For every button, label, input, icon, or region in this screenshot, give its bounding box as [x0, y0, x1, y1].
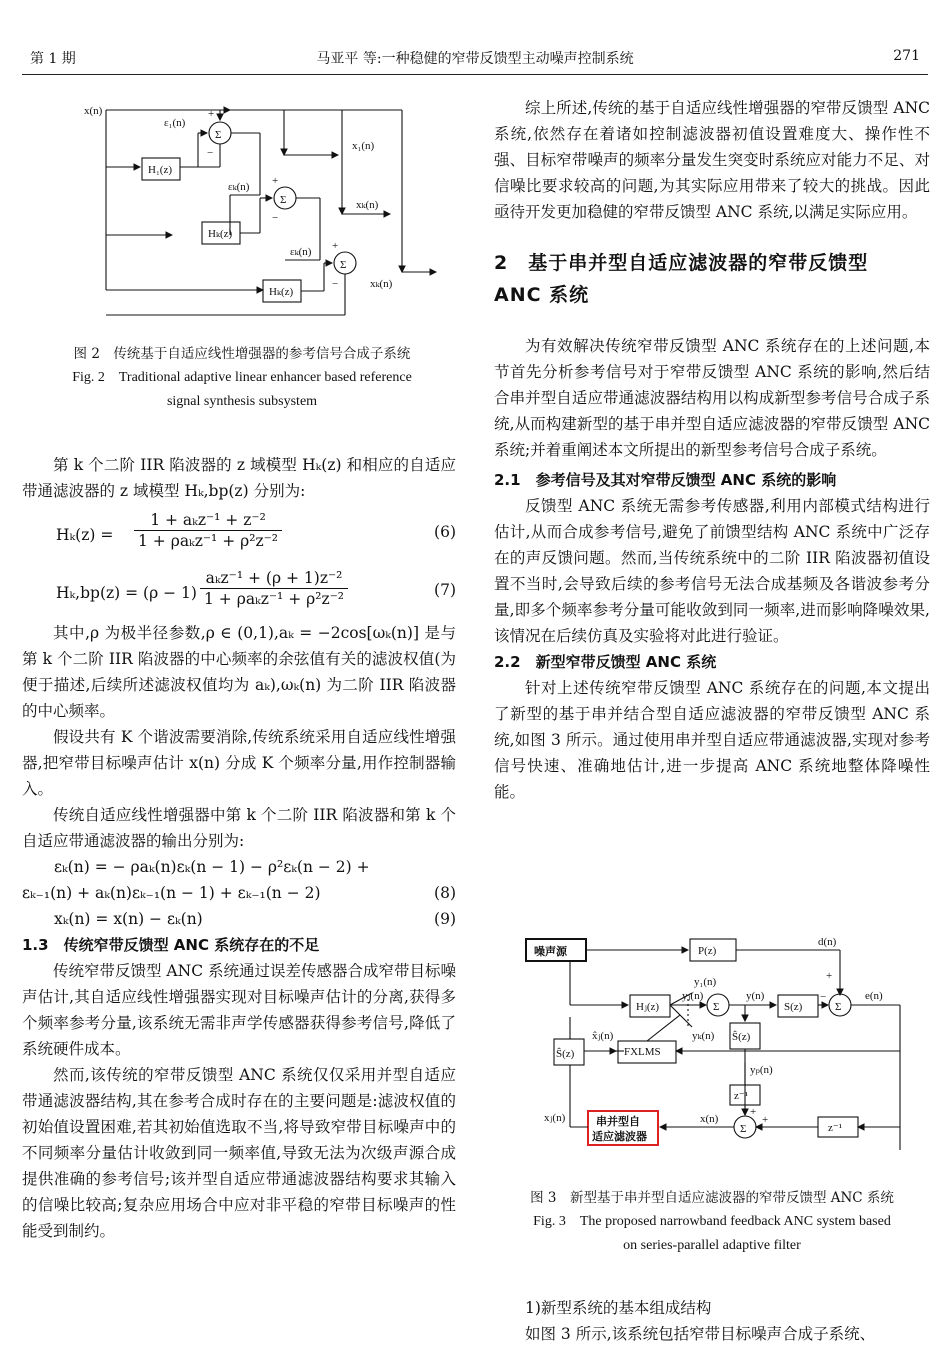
fig3-label-yk: yₖ(n): [692, 1030, 715, 1042]
fig3-sum1: Σ: [713, 1001, 720, 1013]
eq8-line1: εₖ(n) = − ρaₖ(n)εₖ(n − 1) − ρ²εₖ(n − 2) +: [54, 858, 370, 876]
equation-6: [22, 510, 456, 554]
fig3-label-xhat: x̂ⱼ(n): [592, 1030, 614, 1042]
left-para-1: 第 k 个二阶 IIR 陷波器的 z 域模型 Hₖ(z) 和相应的自适应带通滤波器的 z 域模型 Hₖ,bp(z) 分别为:: [22, 456, 456, 500]
fig3-label-yp: yₚ(n): [750, 1064, 773, 1076]
right-para-2: 为有效解决传统窄带反馈型 ANC 系统存在的上述问题,本节首先分析参考信号对于窄带反馈型 ANC 系统的影响,然后结合串并型自适应带通滤波器结构用以构成新型参考信号合成子系统,从而构建新型的基于串并型自适应滤波器的窄带反馈型 ANC 系统;并着重阐述本文所提出的新型参考信号合成子系统。: [494, 337, 930, 459]
right-column-bottom: [494, 1295, 930, 1347]
fig3-block-P: P(z): [698, 945, 717, 957]
fig3-sum3: Σ: [740, 1123, 747, 1135]
fig3-caption: [494, 1186, 930, 1258]
fig3-label-x: x(n): [700, 1113, 719, 1125]
right-para-6: 如图 3 所示,该系统包括窄带目标噪声合成子系统、: [525, 1325, 876, 1343]
left-column: [22, 452, 456, 1244]
fig3-label-e: e(n): [865, 990, 883, 1002]
left-para-5: 传统窄带反馈型 ANC 系统通过误差传感器合成窄带目标噪声估计,其自适应线性增强器实现对目标噪声估计的分离,获得多个频率参考分量,该系统无需非声学传感器获得参考信号,降低了系统硬件成本。: [22, 962, 456, 1058]
fig3-block-Shat1: Ŝ(z): [732, 1031, 751, 1043]
fig2-diagram: [80, 100, 440, 340]
fig3-minus-y: −: [820, 991, 827, 1003]
section-2-heading-line1: 2 基于串并型自适应滤波器的窄带反馈型: [494, 252, 869, 274]
fig2-plus1: +: [208, 108, 215, 120]
left-para-3: 假设共有 K 个谐波需要消除,传统系统采用自适应线性增强器,把窄带目标噪声估计 x(n) 分成 K 个频率分量,用作控制器输入。: [22, 728, 456, 798]
right-para-5: 1)新型系统的基本组成结构: [525, 1299, 712, 1317]
fig3-plus-yp: +: [750, 1106, 757, 1118]
fig3-sp-filter-line2: 适应滤波器: [592, 1131, 647, 1143]
fig3-sp-filter-line1: 串并型自: [596, 1116, 640, 1128]
right-para-4: 针对上述传统窄带反馈型 ANC 系统存在的问题,本文提出了新型的基于串并结合型自适应滤波器的窄带反馈型 ANC 系统,如图 3 所示。通过使用串并型自适应带通滤波器,实现对参考信号快速、准确地估计,进一步提高 ANC 系统地整体降噪性能。: [494, 679, 930, 801]
right-para-3: 反馈型 ANC 系统无需参考传感器,利用内部模式结构进行估计,从而合成参考信号,避免了前馈型结构 ANC 系统中广泛存在的声反馈问题。然而,当传统系统中的二阶 IIR 陷波器初值设置不当时,会导致后续的参考信号无法合成基频及各谐波参考分量,即多个频率参考分量可能收敛到同一频率,进而影响降噪效果,该情况在后续仿真及实验将对此进行验证。: [494, 497, 930, 645]
header-issue: 第 1 期: [30, 51, 76, 67]
fig2-caption-en1: Fig. 2 Traditional adaptive linear enhancer based reference: [72, 370, 412, 385]
fig3-block-Hj: Hⱼ(z): [636, 1001, 660, 1013]
eq7-number: (7): [434, 581, 456, 599]
fig3-caption-cn: 图 3 新型基于串并型自适应滤波器的窄带反馈型 ANC 系统: [530, 1190, 894, 1206]
fig3-caption-en2: on series-parallel adaptive filter: [623, 1238, 801, 1253]
fig3-label-y: y(n): [746, 990, 765, 1002]
eq7-denominator: 1 + ρaₖz⁻¹ + ρ²z⁻²: [204, 590, 344, 608]
left-para-2: 其中,ρ 为极半径参数,ρ ∈ (0,1),aₖ = −2cos[ωₖ(n)] 是与第 k 个二阶 IIR 陷波器的中心频率的余弦值有关的滤波权值(为便于描述,后续所述滤波权值均为 aₖ),ωₖ(n) 为二阶 IIR 陷波器的中心频率。: [22, 624, 456, 720]
fig3-label-y1: y₁(n): [694, 976, 717, 988]
eq6-lhs: Hₖ(z) =: [56, 526, 114, 544]
eq9-number: (9): [434, 910, 456, 928]
fig2-minus1: −: [207, 147, 214, 159]
eq6-number: (6): [434, 523, 456, 541]
header-title: 马亚平 等:一种稳健的窄带反馈型主动噪声控制系统: [316, 51, 634, 67]
fig2-block-HK: Hₖ(z): [269, 286, 294, 298]
section-2-heading: [494, 247, 930, 311]
fig3-block-S: S(z): [784, 1001, 803, 1013]
fig2-sumK: Σ: [340, 259, 347, 271]
fig3-label-xj: xⱼ(n): [544, 1112, 566, 1124]
equation-7: [22, 568, 456, 612]
fig2-label-x1: x₁(n): [352, 140, 375, 152]
eq7-numerator: aₖz⁻¹ + (ρ + 1)z⁻²: [200, 568, 348, 589]
fig3-plus-e: +: [762, 1114, 769, 1126]
fig3-block-Shat2: Ŝ(z): [556, 1048, 575, 1060]
left-para-6: 然而,该传统的窄带反馈型 ANC 系统仅仅采用并型自适应带通滤波器结构,其在参考合成时存在的主要问题是:滤波权值的初始值设置困难,若其初始值选取不当,将导致窄带目标噪声中的不同频率分量估计收敛到同一频率值,导致无法为次级声源合成提供准确的参考信号;该并型自适应带通滤波器结构要求其输入的信噪比较高;复杂应用场合中应对非平稳的窄带目标噪声的性能受到制约。: [22, 1066, 456, 1240]
fig2-block-Hk: Hₖ(z): [208, 228, 233, 240]
fig2-label-xK: xₖ(n): [370, 278, 393, 290]
equation-8: [22, 854, 456, 906]
fig3-noise-source: 噪声源: [534, 946, 567, 958]
eq6-numerator: 1 + aₖz⁻¹ + z⁻²: [134, 510, 282, 531]
eq9-body: xₖ(n) = x(n) − εₖ(n): [54, 910, 203, 928]
fig2-sumk: Σ: [280, 194, 287, 206]
section-1-3-heading: 1.3 传统窄带反馈型 ANC 系统存在的不足: [22, 936, 320, 954]
fig3-plus-d: +: [826, 970, 833, 982]
fig2-label-ek: εₖ(n): [228, 181, 250, 193]
section-2-1-heading: 2.1 参考信号及其对窄带反馈型 ANC 系统的影响: [494, 471, 837, 489]
header-page: 271: [893, 48, 920, 64]
fig2-sum1: Σ: [215, 129, 222, 141]
left-para-4: 传统自适应线性增强器中第 k 个二阶 IIR 陷波器和第 k 个自适应带通滤波器的输出分别为:: [22, 806, 456, 850]
fig3-label-yj: yⱼ(n): [682, 990, 704, 1002]
fig3-caption-en1: Fig. 3 The proposed narrowband feedback ANC system based: [533, 1214, 891, 1229]
section-2-heading-line2: ANC 系统: [494, 284, 590, 306]
fig2-caption-en2: signal synthesis subsystem: [166, 394, 318, 409]
fig3-label-d: d(n): [818, 936, 837, 948]
fig2-block-H1: H₁(z): [148, 164, 172, 176]
fig2-label-xk: xₖ(n): [356, 199, 379, 211]
fig2-caption-cn: 图 2 传统基于自适应线性增强器的参考信号合成子系统: [73, 346, 411, 362]
eq8-line2: εₖ₋₁(n) + aₖ(n)εₖ₋₁(n − 1) + εₖ₋₁(n − 2): [22, 884, 321, 902]
eq8-number: (8): [434, 884, 456, 902]
equation-9: [22, 906, 456, 932]
header-rule: [22, 74, 928, 75]
fig2-caption: [22, 342, 462, 414]
fig2-plusK: +: [332, 240, 339, 252]
fig3-block-zinv2: z⁻¹: [828, 1122, 842, 1134]
fig2-minusK: −: [332, 278, 339, 290]
fig2-minusk: −: [272, 212, 279, 224]
fig2-label-x: x(n): [84, 105, 103, 117]
right-column: [494, 95, 930, 805]
section-2-2-heading: 2.2 新型窄带反馈型 ANC 系统: [494, 653, 717, 671]
fig3-sum2: Σ: [835, 1001, 842, 1013]
fig2-label-eK: εₖ(n): [290, 246, 312, 258]
fig3-diagram: [520, 935, 920, 1175]
fig2-plusk: +: [272, 175, 279, 187]
eq7-lhs: Hₖ,bp(z) = (ρ − 1): [56, 584, 197, 602]
fig3-block-fxlms: FXLMS: [624, 1046, 661, 1058]
eq6-denominator: 1 + ρaₖz⁻¹ + ρ²z⁻²: [138, 532, 278, 550]
fig2-label-e1: ε₁(n): [164, 117, 186, 129]
right-para-1: 综上所述,传统的基于自适应线性增强器的窄带反馈型 ANC 系统,依然存在着诸如控制滤波器初值设置难度大、操作性不强、目标窄带噪声的频率分量发生突变时系统应对能力不足、对信噪比要求较高的问题,为其实际应用带来了较大的挑战。因此亟待开发更加稳健的窄带反馈型 ANC 系统,以满足实际应用。: [494, 99, 930, 221]
fig3-block-zinv1: z⁻¹: [734, 1090, 748, 1102]
